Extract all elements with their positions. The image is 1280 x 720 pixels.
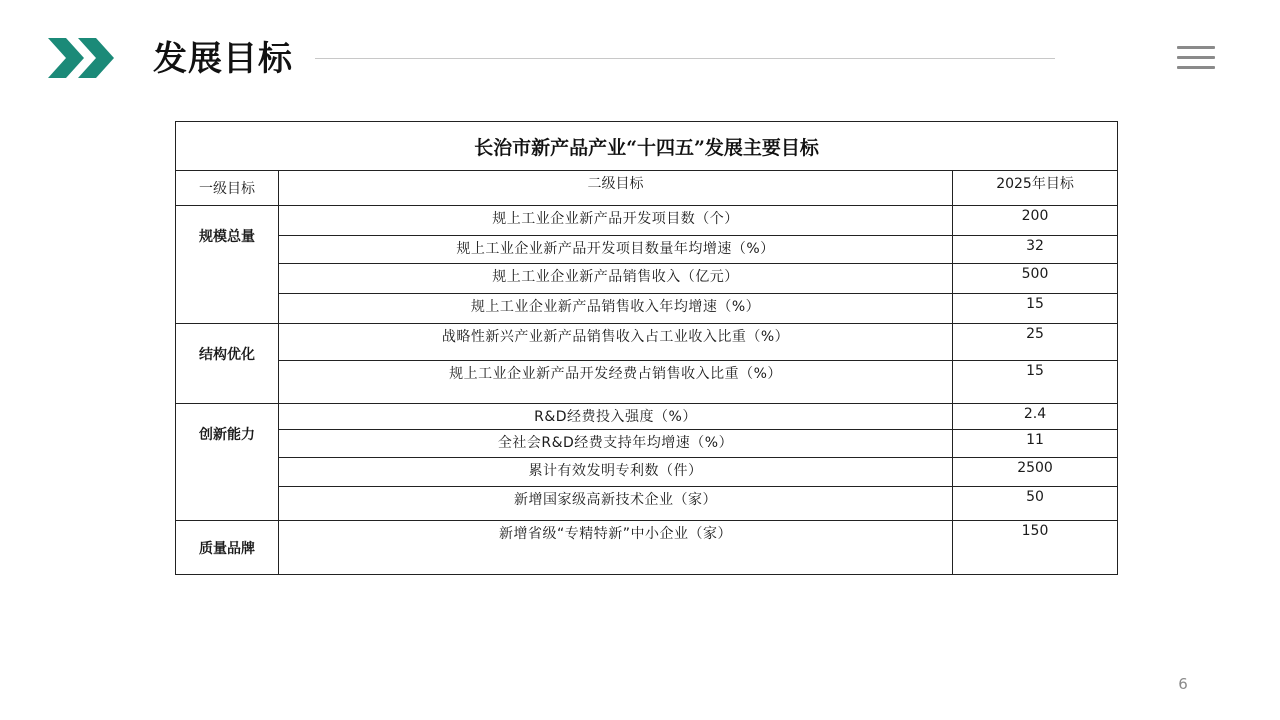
table-header-row [176, 171, 1118, 206]
category-scale: 规模总量 [176, 206, 279, 324]
target-value-cell: 500 [953, 264, 1118, 294]
target-value-cell: 150 [953, 521, 1118, 575]
indicator-cell: 战略性新兴产业新产品销售收入占工业收入比重（%） [279, 324, 953, 361]
category-innovation: 创新能力 [176, 404, 279, 521]
target-value-cell: 50 [953, 487, 1118, 521]
header-target: 2025年目标 [953, 171, 1118, 206]
table-row [176, 294, 1118, 324]
target-value-cell: 25 [953, 324, 1118, 361]
indicator-cell: 规上工业企业新产品开发项目数（个） [279, 206, 953, 236]
menu-line [1177, 66, 1215, 69]
table-row [176, 430, 1118, 458]
table-row [176, 206, 1118, 236]
target-value-cell: 32 [953, 236, 1118, 264]
table-row [176, 404, 1118, 430]
header-level2: 二级目标 [279, 171, 953, 206]
indicator-cell: 规上工业企业新产品开发经费占销售收入比重（%） [279, 361, 953, 404]
menu-line [1177, 56, 1215, 59]
table-row [176, 361, 1118, 404]
indicator-cell: 累计有效发明专利数（件） [279, 458, 953, 487]
target-value-cell: 2500 [953, 458, 1118, 487]
indicator-cell: 新增国家级高新技术企业（家） [279, 487, 953, 521]
category-structure: 结构优化 [176, 324, 279, 404]
goals-table [175, 121, 1118, 575]
table-row [176, 264, 1118, 294]
indicator-cell: 规上工业企业新产品销售收入年均增速（%） [279, 294, 953, 324]
indicator-cell: 规上工业企业新产品开发项目数量年均增速（%） [279, 236, 953, 264]
menu-line [1177, 46, 1215, 49]
target-value-cell: 200 [953, 206, 1118, 236]
target-value-cell: 11 [953, 430, 1118, 458]
table-row [176, 521, 1118, 575]
hamburger-menu-icon[interactable] [1177, 46, 1215, 70]
header-level1: 一级目标 [176, 171, 279, 206]
indicator-cell: 新增省级“专精特新”中小企业（家） [279, 521, 953, 575]
indicator-cell: 规上工业企业新产品销售收入（亿元） [279, 264, 953, 294]
table-row [176, 487, 1118, 521]
target-value-cell: 15 [953, 294, 1118, 324]
indicator-cell: 全社会R&D经费支持年均增速（%） [279, 430, 953, 458]
page-number: 6 [1178, 675, 1188, 693]
target-value-cell: 2.4 [953, 404, 1118, 430]
table-caption-row [176, 122, 1118, 171]
table-row [176, 458, 1118, 487]
table-caption: 长治市新产品产业“十四五”发展主要目标 [176, 122, 1118, 171]
table-row [176, 324, 1118, 361]
page-title: 发展目标 [153, 39, 293, 79]
indicator-cell: R&D经费投入强度（%） [279, 404, 953, 430]
title-divider [315, 58, 1055, 59]
target-value-cell: 15 [953, 361, 1118, 404]
double-chevron-logo-icon [48, 38, 116, 78]
table-row [176, 236, 1118, 264]
category-quality-brand: 质量品牌 [176, 521, 279, 575]
